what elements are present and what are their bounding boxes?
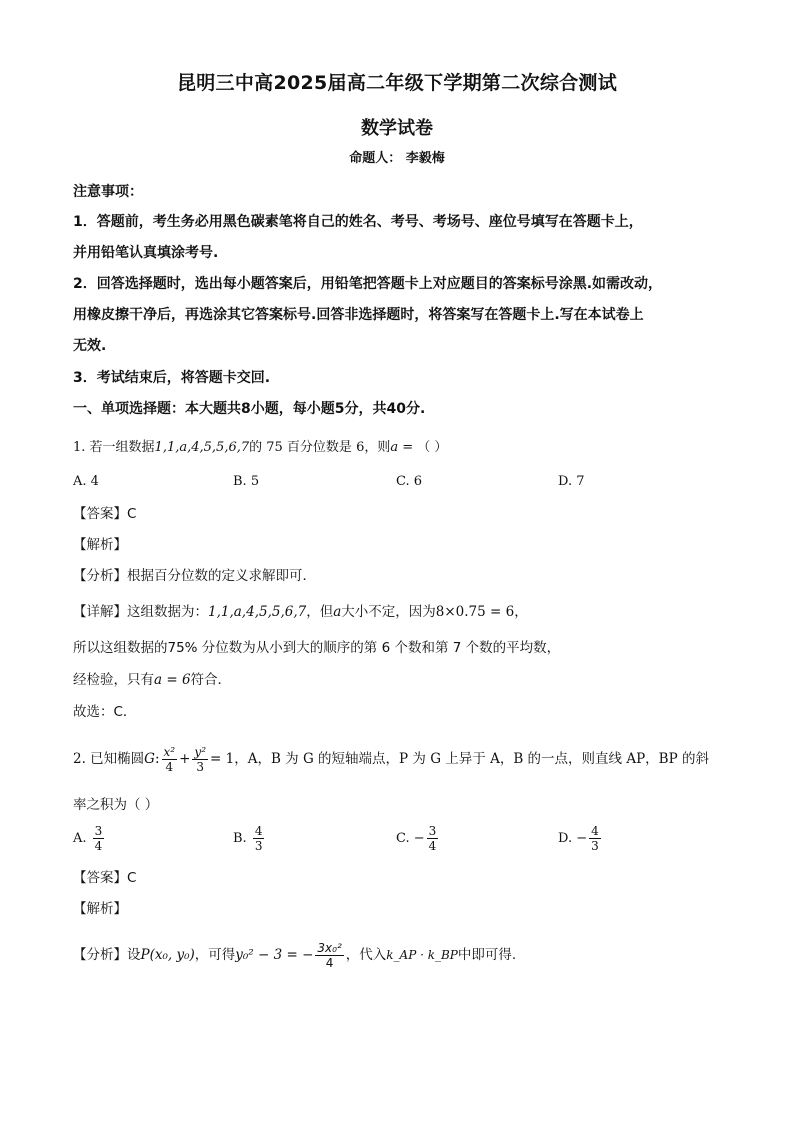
q2-option-c-frac — [427, 824, 439, 853]
q2-eq-frac — [315, 941, 343, 970]
author-line: 命题人： 李毅梅 — [349, 151, 445, 166]
q2-stem-colon: : — [154, 751, 160, 767]
q2-stem-g: G — [144, 751, 155, 767]
q2-option-b — [233, 824, 266, 853]
q1-line3-a: 经检验，只有 — [73, 672, 154, 688]
q2-eq-den: 4 — [325, 955, 334, 970]
q2-option-b-den: 3 — [254, 839, 263, 853]
notice-heading: 注意事项： — [73, 184, 143, 200]
q2-eq-left: y₀² − 3 = − — [235, 947, 314, 963]
q1-fenxi-text: 根据百分位数的定义求解即可． — [127, 568, 316, 584]
q1-answer-tag: 【答案】 — [73, 506, 127, 522]
q2-option-d-num: 4 — [591, 824, 599, 838]
q2-option-a-label: A. — [73, 831, 87, 846]
q1-jiexi: 【解析】 — [73, 537, 127, 553]
q2-jiexi: 【解析】 — [73, 901, 127, 917]
subject-title: 数学试卷 — [361, 118, 433, 139]
q2-option-d — [558, 824, 603, 853]
q1-detail — [73, 602, 528, 622]
q1-option-d: D. 7 — [558, 474, 585, 489]
q2-stem-a: 2. 已知椭圆 — [73, 751, 145, 767]
q2-answer — [73, 868, 136, 888]
q2-option-a-num: 3 — [94, 824, 103, 838]
q2-frac-y-num: y² — [194, 745, 207, 759]
q2-option-a-den: 4 — [94, 839, 103, 853]
q1-option-a: A. 4 — [73, 474, 99, 489]
q1-stem-post: = （ ） — [398, 440, 448, 455]
q2-stem-b: ，A，B 为 G 的短轴端点，P 为 G 上异于 A，B 的一点，则直线 AP，BP 的斜 — [234, 751, 709, 767]
q2-stem-line1 — [73, 742, 709, 776]
q2-eq-num: 3x₀² — [317, 940, 342, 955]
q1-option-b: B. 5 — [233, 474, 260, 489]
notice-item-3: 3．考试结束后，将答题卡交回. — [73, 370, 271, 386]
q2-option-d-label: D. — [558, 831, 573, 846]
q1-detail-a: 这组数据为： — [127, 604, 208, 620]
q2-frac-x-num: x² — [163, 745, 176, 759]
q1-fenxi-tag: 【分析】 — [73, 568, 127, 584]
q2-fenxi-a: 设 — [127, 947, 141, 963]
q2-plus: + — [179, 751, 191, 767]
notice-item-1a: 1．答题前，考生务必用黑色碳素笔将自己的姓名、考号、考场号、座位号填写在答题卡上， — [73, 214, 643, 230]
q2-fenxi-c: ，代入 — [345, 947, 387, 963]
q2-option-b-num: 4 — [254, 824, 263, 838]
notice-item-2b: 用橡皮擦干净后，再选涂其它答案标号.回答非选择题时，将答案写在答题卡上.写在本试卷上 — [73, 307, 644, 323]
q2-stem-line2: 率之积为（ ） — [73, 797, 159, 813]
exam-title: 昆明三中高2025届高二年级下学期第二次综合测试 — [176, 72, 618, 94]
q1-data: 1,1,a,4,5,5,6,7 — [154, 440, 250, 455]
q2-option-c-num: 3 — [428, 824, 437, 838]
q2-option-b-label: B. — [233, 831, 247, 846]
q2-fenxi — [73, 938, 516, 972]
q1-stem — [73, 438, 447, 458]
q1-line3-eq: a = 6 — [154, 672, 191, 688]
q2-answer-tag: 【答案】 — [73, 870, 127, 886]
q1-detail-b: ，但 — [306, 604, 334, 620]
notice-item-2a: 2．回答选择题时，选出每小题答案后，用铅笔把答题卡上对应题目的答案标号涂黑.如需改动， — [73, 276, 663, 292]
q2-option-c — [396, 824, 440, 853]
q1-detail-d: ， — [514, 604, 528, 620]
q2-option-d-frac — [589, 824, 601, 853]
q1-detail-var: a — [333, 604, 342, 620]
q2-option-c-sign: − — [413, 831, 425, 846]
q2-option-d-sign: − — [576, 831, 588, 846]
q2-option-b-frac — [253, 824, 265, 853]
notice-item-2c: 无效. — [73, 338, 107, 354]
q1-detail-calc: 8×0.75 = 6 — [435, 604, 515, 620]
q2-option-c-label: C. — [396, 831, 410, 846]
q1-detail-tag: 【详解】 — [73, 604, 127, 620]
q1-var: a — [390, 440, 399, 455]
q2-option-d-den: 3 — [591, 839, 599, 853]
q1-conclusion: 故选：C． — [73, 704, 137, 720]
q1-stem-pre: 1. 若一组数据 — [73, 440, 155, 455]
q1-stem-mid: 的 75 百分位数是 6，则 — [249, 440, 391, 455]
q2-fenxi-tag: 【分析】 — [73, 947, 127, 963]
q2-point: P(x₀, y₀) — [140, 947, 195, 963]
q2-frac-x-den: 4 — [165, 760, 174, 774]
q2-product: k_AP · k_BP — [386, 948, 458, 962]
q2-fenxi-d: 中即可得. — [457, 947, 517, 963]
q2-answer-value: C — [127, 870, 137, 886]
q1-answer — [73, 504, 136, 524]
q2-fenxi-b: ，可得 — [194, 947, 236, 963]
q1-detail-line2: 所以这组数据的75% 分位数为从小到大的顺序的第 6 个数和第 7 个数的平均数， — [73, 640, 561, 656]
q1-line3-b: 符合． — [190, 672, 232, 688]
q2-frac-x — [162, 745, 178, 774]
q1-answer-value: C — [127, 506, 137, 522]
q1-detail-c: 大小不定，因为 — [341, 604, 436, 620]
q2-eq1: = 1 — [210, 751, 235, 767]
notice-item-1b: 并用铅笔认真填涂考号. — [73, 245, 219, 261]
q2-option-a-frac — [93, 824, 105, 853]
q2-option-a — [73, 824, 106, 853]
q1-detail-data: 1,1,a,4,5,5,6,7 — [208, 604, 307, 620]
q1-option-c: C. 6 — [396, 474, 423, 489]
q1-fenxi — [73, 566, 316, 586]
q2-frac-y-den: 3 — [196, 760, 205, 774]
q1-detail-line3 — [73, 670, 231, 690]
q2-option-c-den: 4 — [428, 839, 437, 853]
q2-frac-y — [192, 745, 208, 774]
section-heading: 一、单项选择题：本大题共8小题，每小题5分，共40分. — [73, 401, 426, 417]
